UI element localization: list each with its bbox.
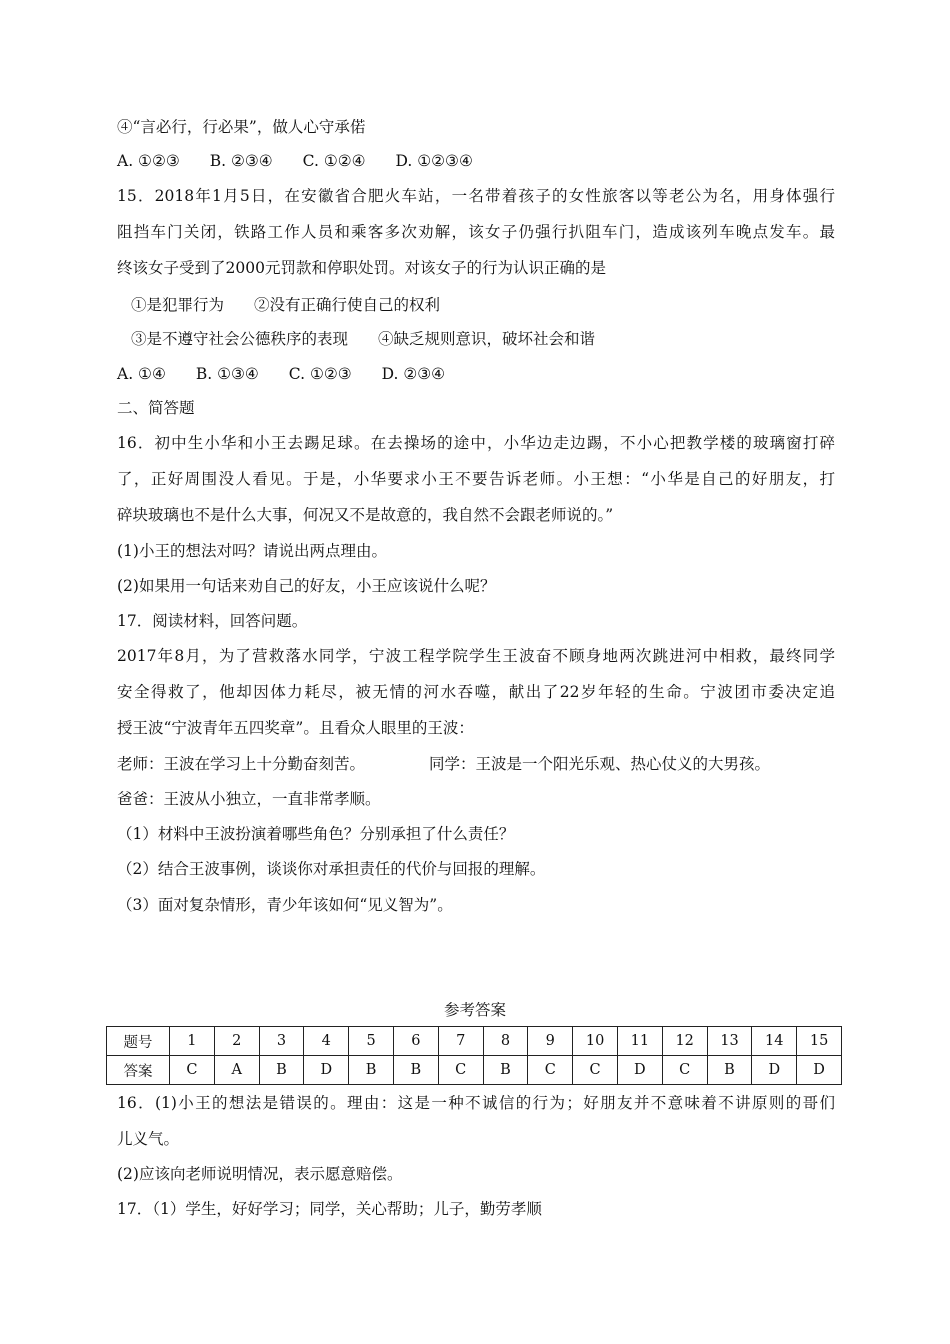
- answer-cell: D: [617, 1056, 662, 1085]
- answer-cell: C: [662, 1056, 707, 1085]
- q17-material-line-1: 2017年8月，为了营救落水同学，宁波工程学院学生王波奋不顾身地两次跳进河中相救，最终同学: [117, 647, 835, 665]
- section-heading: 二、简答题: [117, 399, 195, 417]
- q15-options: [117, 364, 445, 384]
- question-number-cell: 15: [797, 1027, 842, 1056]
- q15-stem-line-1: 15．2018年1月5日，在安徽省合肥火车站，一名带着孩子的女性旅客以等老公为名，用身体强行: [117, 187, 835, 205]
- answer-cell: B: [393, 1056, 438, 1085]
- question-number-cell: 9: [528, 1027, 573, 1056]
- q15-option-d: D. ②③④: [381, 365, 446, 383]
- q16-stem-line-2: 了，正好周围没人看见。于是，小华要求小王不要告诉老师。小王想：“小华是自己的好朋友，打: [117, 470, 835, 488]
- answer-table-header: 题号: [107, 1027, 170, 1056]
- q17-subquestion-3: （3）面对复杂情形，青少年该如何“见义智为”。: [117, 896, 453, 914]
- q15-item-4: ④缺乏规则意识，破坏社会和谐: [378, 330, 596, 348]
- question-number-cell: 10: [573, 1027, 618, 1056]
- question-number-cell: 1: [170, 1027, 215, 1056]
- answer-cell: B: [707, 1056, 752, 1085]
- question-number-cell: 11: [617, 1027, 662, 1056]
- question-number-cell: 13: [707, 1027, 752, 1056]
- answer-cell: D: [752, 1056, 797, 1085]
- q15-item-2: ②没有正确行使自己的权利: [254, 296, 441, 314]
- q17-intro: 17．阅读材料，回答问题。: [117, 612, 308, 630]
- answer-cell: D: [304, 1056, 349, 1085]
- question-number-cell: 14: [752, 1027, 797, 1056]
- q15-stem-line-2: 阻挡车门关闭，铁路工作人员和乘客多次劝解，该女子仍强行扒阻车门，造成该列车晚点发车。最: [117, 223, 835, 241]
- q15-option-c: C. ①②③: [288, 365, 352, 383]
- q14-option-b: B. ②③④: [209, 152, 273, 170]
- q17-material-line-2: 安全得救了，他却因体力耗尽，被无情的河水吞噬，献出了22岁年轻的生命。宁波团市委决定追: [117, 683, 835, 701]
- q16-subquestion-1: (1)小王的想法对吗？请说出两点理由。: [117, 542, 387, 560]
- q17-subquestion-1: （1）材料中王波扮演着哪些角色？分别承担了什么责任？: [117, 825, 515, 843]
- q17-material-line-3: 授王波“宁波青年五四奖章”。且看众人眼里的王波：: [117, 719, 474, 737]
- answer-cell: C: [528, 1056, 573, 1085]
- answer-16-line-2: 儿义气。: [117, 1130, 180, 1148]
- question-number-cell: 5: [349, 1027, 394, 1056]
- question-number-cell: 7: [438, 1027, 483, 1056]
- answer-cell: C: [170, 1056, 215, 1085]
- answer-16-line-1: 16．(1)小王的想法是错误的。理由：这是一种不诚信的行为；好朋友并不意味着不讲原则的哥们: [117, 1094, 835, 1112]
- q14-option-a: A. ①②③: [117, 152, 180, 170]
- q16-stem-line-3: 碎块玻璃也不是什么大事，何况又不是故意的，我自然不会跟老师说的。”: [117, 506, 614, 524]
- q15-item-1: ①是犯罪行为: [131, 296, 225, 314]
- question-number-cell: 3: [259, 1027, 304, 1056]
- q14-option-d: D. ①②③④: [395, 152, 473, 170]
- answer-cell: D: [797, 1056, 842, 1085]
- q14-options: [117, 151, 473, 171]
- q17-subquestion-2: （2）结合王波事例，谈谈你对承担责任的代价与回报的理解。: [117, 860, 546, 878]
- q14-option-c: C. ①②④: [302, 152, 366, 170]
- q16-stem-line-1: 16．初中生小华和小王去踢足球。在去操场的途中，小华边走边踢，不小心把教学楼的玻璃窗打碎: [117, 434, 835, 452]
- answer-16-sub-2: (2)应该向老师说明情况，表示愿意赔偿。: [117, 1165, 403, 1183]
- answer-cell: B: [259, 1056, 304, 1085]
- question-number-cell: 12: [662, 1027, 707, 1056]
- question-number-cell: 4: [304, 1027, 349, 1056]
- q17-teacher-quote: 老师：王波在学习上十分勤奋刻苦。: [117, 755, 366, 773]
- q15-item-3: ③是不遵守社会公德秩序的表现: [131, 330, 349, 348]
- question-number-cell: 2: [214, 1027, 259, 1056]
- answer-cell: B: [483, 1056, 528, 1085]
- answer-table-number-row: [107, 1027, 842, 1056]
- answer-17-sub-1: 17．（1）学生，好好学习；同学，关心帮助；儿子，勤劳孝顺: [117, 1200, 542, 1218]
- answer-cell: A: [214, 1056, 259, 1085]
- q15-stem-line-3: 终该女子受到了2000元罚款和停职处罚。对该女子的行为认识正确的是: [117, 259, 606, 277]
- answer-cell: C: [573, 1056, 618, 1085]
- question-number-cell: 8: [483, 1027, 528, 1056]
- q17-classmate-quote: 同学：王波是一个阳光乐观、热心仗义的大男孩。: [429, 755, 771, 773]
- answer-table-header: 答案: [107, 1056, 170, 1085]
- question-number-cell: 6: [393, 1027, 438, 1056]
- answer-cell: C: [438, 1056, 483, 1085]
- q17-father-quote: 爸爸：王波从小独立，一直非常孝顺。: [117, 790, 381, 808]
- q15-option-a: A. ①④: [117, 365, 166, 383]
- q16-subquestion-2: (2)如果用一句话来劝自己的好友，小王应该说什么呢？: [117, 577, 496, 595]
- q14-item-4: ④“言必行，行必果”，做人心守承偌: [117, 118, 366, 136]
- q15-option-b: B. ①③④: [195, 365, 259, 383]
- answer-table-answer-row: [107, 1056, 842, 1085]
- q17-quotes-row: [117, 754, 770, 774]
- q15-items-row-2: [131, 329, 595, 349]
- answer-key-title: 参考答案: [443, 1001, 506, 1019]
- answer-cell: B: [349, 1056, 394, 1085]
- answer-table: [106, 1026, 842, 1085]
- q15-items-row-1: [131, 295, 440, 315]
